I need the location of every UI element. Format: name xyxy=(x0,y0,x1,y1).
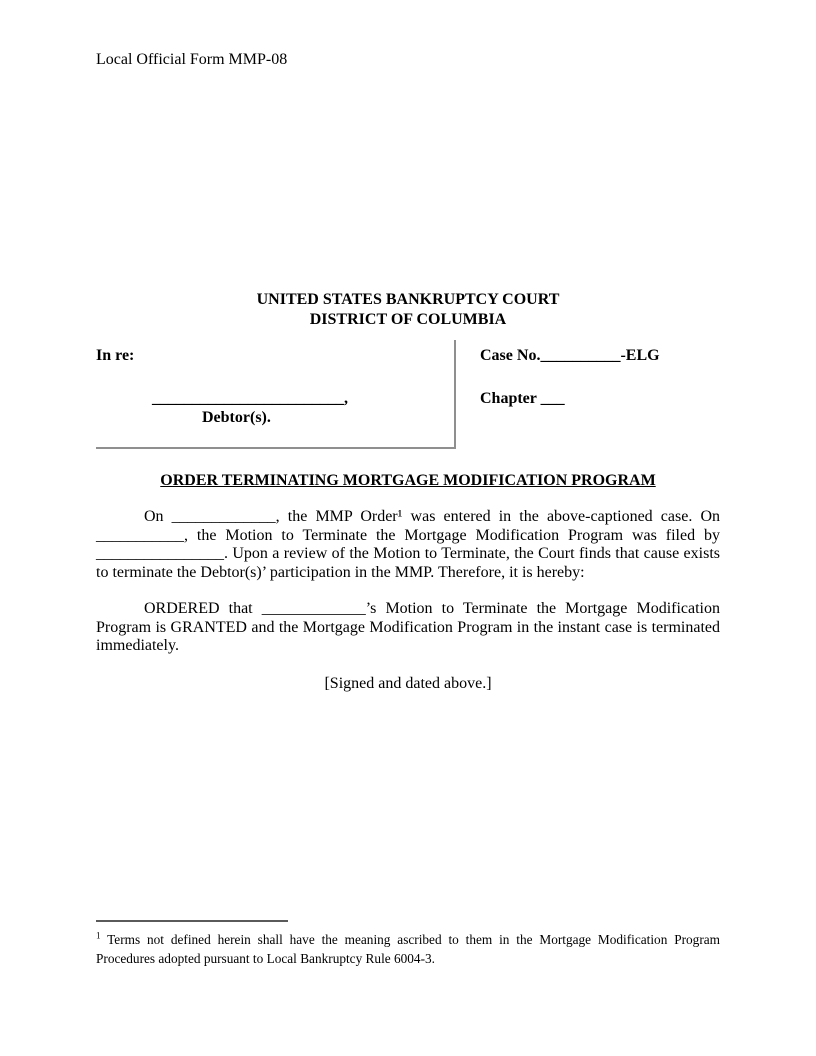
court-header xyxy=(96,290,720,330)
in-re-label: In re: xyxy=(96,347,135,364)
order-paragraph-2: ORDERED that _____________’s Motion to Terminate the Mortgage Modification Program is GRANTED and the Mortgage Modification Program in the instant case is terminated immediately. xyxy=(96,599,720,655)
footnote-body: Terms not defined herein shall have the meaning ascribed to them in the Mortgage Modification Program Procedures adopted pursuant to Local Bankruptcy Rule 6004-3. xyxy=(96,932,720,966)
signed-dated-note: [Signed and dated above.] xyxy=(324,674,492,692)
case-number-blank: __________ xyxy=(540,347,621,364)
case-number-suffix: -ELG xyxy=(620,347,660,364)
form-number-label: Local Official Form MMP-08 xyxy=(96,51,288,68)
footnote-block xyxy=(96,920,720,968)
order-title: ORDER TERMINATING MORTGAGE MODIFICATION PROGRAM xyxy=(160,472,656,489)
case-number-line xyxy=(480,346,660,365)
chapter-line xyxy=(480,389,660,408)
case-number-label: Case No. xyxy=(480,347,541,364)
caption-debtor-box xyxy=(96,340,456,449)
debtor-label: Debtor(s). xyxy=(202,409,271,426)
footnote-text xyxy=(96,930,720,968)
order-paragraph-1: On _____________, the MMP Order¹ was entered in the above-captioned case. On ___________, the Motion to Terminate the Mortgage Modification Program was filed by ________________. Upon a review of the Motion to Terminate, the Court finds that cause exists to terminate the Debtor(s)’ participation in the MMP. Therefore, it is hereby: xyxy=(96,508,720,582)
debtor-name-blank: ________________________, xyxy=(152,390,348,407)
caption-case-info xyxy=(456,340,660,449)
footnote-separator xyxy=(96,920,288,922)
case-caption xyxy=(96,340,720,449)
court-name: UNITED STATES BANKRUPTCY COURT xyxy=(256,291,560,308)
footnote-marker: 1 xyxy=(96,930,101,941)
chapter-label: Chapter xyxy=(480,390,537,407)
court-district: DISTRICT OF COLUMBIA xyxy=(309,311,507,328)
chapter-blank: ___ xyxy=(540,390,565,407)
